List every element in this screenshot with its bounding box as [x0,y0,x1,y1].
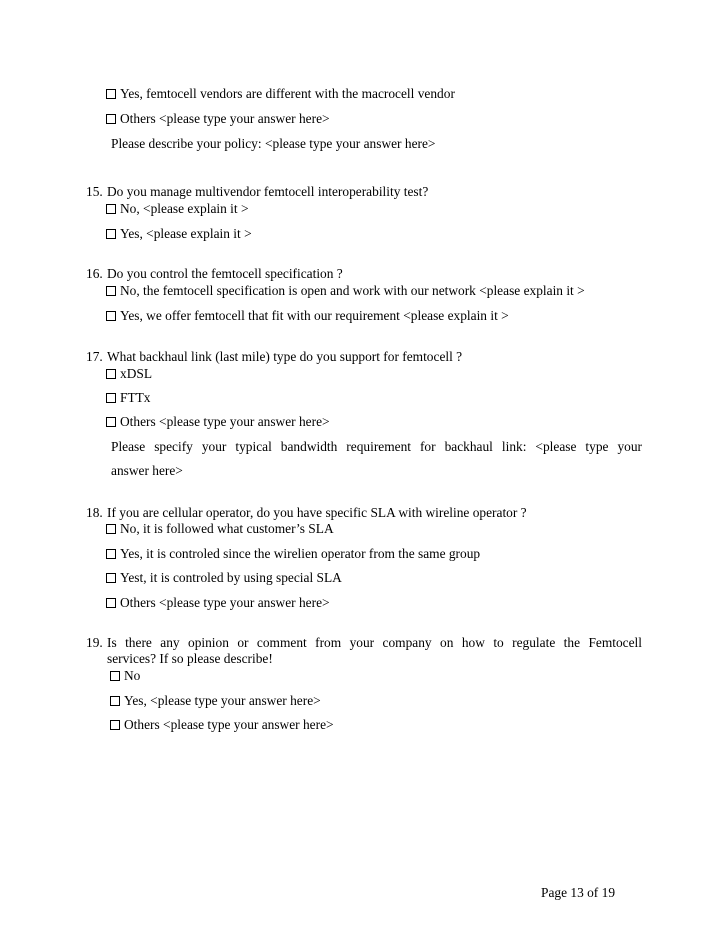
question-text: Do you control the femtocell specification ? [107,266,343,281]
question-text: Do you manage multivendor femtocell interoperability test? [107,184,429,199]
option-label: FTTx [120,390,151,405]
checkbox-option[interactable] [106,111,330,127]
option-label: Others <please type your answer here> [120,111,330,126]
checkbox[interactable] [110,696,120,706]
question-number: 19. [86,635,103,650]
policy-prompt: Please describe your policy: <please type your answer here> [111,136,436,151]
checkbox[interactable] [106,524,116,534]
option-label: No [124,668,141,683]
question-number: 18. [86,505,103,520]
checkbox[interactable] [106,369,116,379]
checkbox[interactable] [110,671,120,681]
checkbox[interactable] [106,311,116,321]
option-label: Others <please type your answer here> [124,717,334,732]
checkbox-option[interactable] [106,414,330,430]
checkbox[interactable] [110,720,120,730]
bandwidth-prompt-continued: answer here> [111,463,183,478]
checkbox[interactable] [106,114,116,124]
checkbox-option[interactable] [106,595,330,611]
checkbox-option[interactable] [106,283,585,299]
checkbox[interactable] [106,89,116,99]
checkbox-option[interactable] [106,521,334,537]
checkbox-option[interactable] [106,546,480,562]
bandwidth-prompt: Please specify your typical bandwidth requirement for backhaul link: <please type your [111,439,642,454]
question-text: If you are cellular operator, do you have specific SLA with wireline operator ? [107,505,527,520]
question-text: What backhaul link (last mile) type do you support for femtocell ? [107,349,463,364]
checkbox-option[interactable] [106,86,455,102]
option-label: Yes, it is controled since the wirelien operator from the same group [120,546,481,561]
checkbox[interactable] [106,573,116,583]
option-label: No, the femtocell specification is open and work with our network <please explain it > [120,283,585,298]
option-label: Yest, it is controled by using special SLA [120,570,342,585]
option-label: Yes, we offer femtocell that fit with our requirement <please explain it > [120,308,509,323]
checkbox-option[interactable] [106,366,152,382]
option-label: Yes, <please explain it > [120,226,252,241]
checkbox[interactable] [106,229,116,239]
checkbox-option[interactable] [106,390,151,406]
checkbox[interactable] [106,598,116,608]
option-label: xDSL [120,366,152,381]
checkbox-option[interactable] [106,201,249,217]
option-label: Yes, <please type your answer here> [124,693,321,708]
checkbox[interactable] [106,549,116,559]
question-number: 15. [86,184,103,199]
checkbox[interactable] [106,204,116,214]
option-label: No, it is followed what customer’s SLA [120,521,334,536]
checkbox[interactable] [106,417,116,427]
option-label: Others <please type your answer here> [120,414,330,429]
checkbox-option[interactable] [106,570,342,586]
question-number: 16. [86,266,103,281]
option-label: Yes, femtocell vendors are different with the macrocell vendor [120,86,455,101]
question-text: Is there any opinion or comment from your company on how to regulate the Femtocell [107,635,642,650]
checkbox-option[interactable] [106,308,509,324]
checkbox-option[interactable] [110,717,334,733]
checkbox-option[interactable] [106,226,252,242]
page-number: Page 13 of 19 [541,885,616,900]
checkbox-option[interactable] [110,668,140,684]
question-text-continued: services? If so please describe! [107,651,273,666]
option-label: Others <please type your answer here> [120,595,330,610]
checkbox-option[interactable] [110,693,321,709]
checkbox[interactable] [106,286,116,296]
checkbox[interactable] [106,393,116,403]
option-label: No, <please explain it > [120,201,249,216]
question-number: 17. [86,349,103,364]
